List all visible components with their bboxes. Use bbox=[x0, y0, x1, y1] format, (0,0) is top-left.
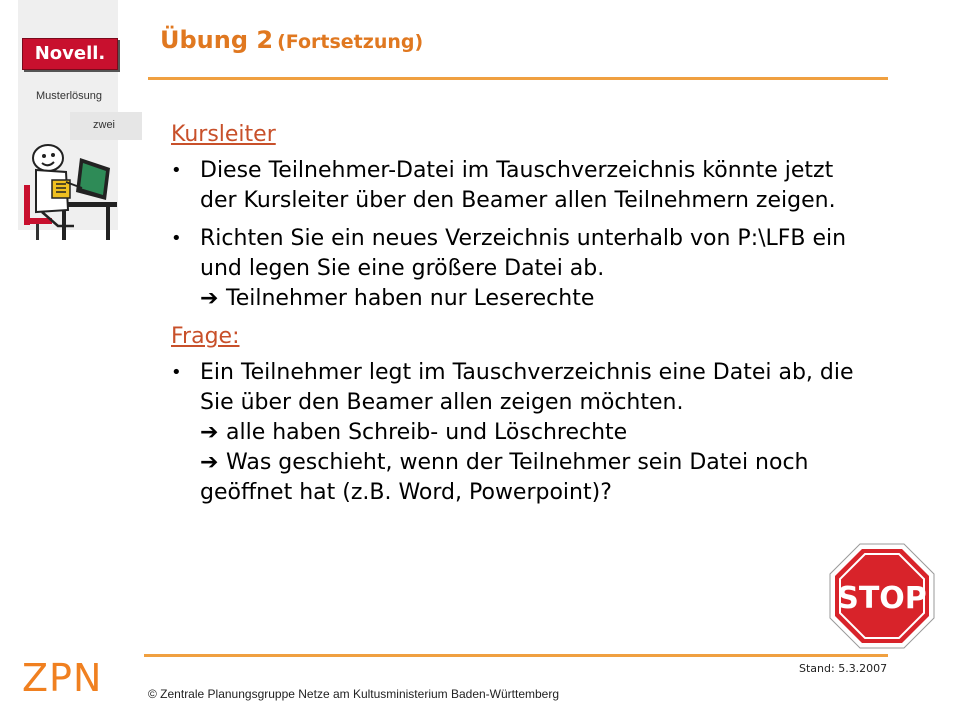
zwei-label: zwei bbox=[93, 119, 116, 131]
bullet-item bbox=[171, 358, 911, 508]
slide-content bbox=[171, 120, 911, 516]
slide-title-sub: (Fortsetzung) bbox=[277, 31, 424, 53]
footer-divider bbox=[144, 654, 888, 657]
bullet-arrow-line bbox=[200, 418, 911, 448]
musterloesung-label: Musterlösung bbox=[36, 90, 103, 102]
computer-user-illustration bbox=[22, 140, 117, 240]
title-divider bbox=[148, 77, 888, 80]
bullet-dot-icon: • bbox=[171, 362, 182, 383]
bullet-arrow-text: Teilnehmer haben nur Leserechte bbox=[226, 286, 595, 311]
stand-date: Stand: 5.3.2007 bbox=[799, 662, 888, 675]
bullet-dot-icon: • bbox=[171, 228, 182, 249]
zwei-tab[interactable] bbox=[70, 112, 142, 140]
bullet-line: Diese Teilnehmer-Datei im Tauschverzeichnis könnte jetzt bbox=[200, 158, 834, 183]
bullet-line: geöffnet hat (z.B. Word, Powerpoint)? bbox=[200, 480, 612, 505]
zpn-logo: ZPN bbox=[22, 656, 103, 700]
bullet-item bbox=[171, 156, 911, 216]
bullet-line: Sie über den Beamer allen zeigen möchten. bbox=[200, 390, 684, 415]
bullet-line: der Kursleiter über den Beamer allen Teilnehmern zeigen. bbox=[200, 188, 836, 213]
slide-title bbox=[160, 26, 423, 54]
stop-sign-icon bbox=[828, 542, 936, 650]
bullet-arrow-text: alle haben Schreib- und Löschrechte bbox=[226, 420, 628, 445]
stop-sign-text: STOP bbox=[837, 581, 927, 616]
bullet-arrow-line bbox=[200, 448, 911, 478]
bullet-line: Richten Sie ein neues Verzeichnis unterhalb von P:\LFB ein bbox=[200, 226, 847, 251]
novell-logo-text: Novell. bbox=[34, 43, 106, 64]
bullet-line: und legen Sie eine größere Datei ab. bbox=[200, 256, 605, 281]
novell-logo bbox=[22, 38, 118, 70]
bullet-arrow-text: Was geschieht, wenn der Teilnehmer sein Datei noch bbox=[226, 450, 809, 475]
slide-title-main: Übung 2 bbox=[160, 26, 274, 54]
arrow-right-icon: ➔ bbox=[200, 420, 219, 445]
section-heading-frage: Frage: bbox=[171, 324, 240, 349]
bullet-dot-icon: • bbox=[171, 160, 182, 181]
bullet-line: Ein Teilnehmer legt im Tauschverzeichnis eine Datei ab, die bbox=[200, 360, 854, 385]
arrow-right-icon: ➔ bbox=[200, 450, 219, 475]
section-heading-kursleiter: Kursleiter bbox=[171, 122, 276, 147]
bullet-arrow-line bbox=[200, 284, 911, 314]
copyright-text: © Zentrale Planungsgruppe Netze am Kultusministerium Baden-Württemberg bbox=[148, 687, 560, 701]
bullet-item bbox=[171, 224, 911, 314]
arrow-right-icon: ➔ bbox=[200, 286, 219, 311]
